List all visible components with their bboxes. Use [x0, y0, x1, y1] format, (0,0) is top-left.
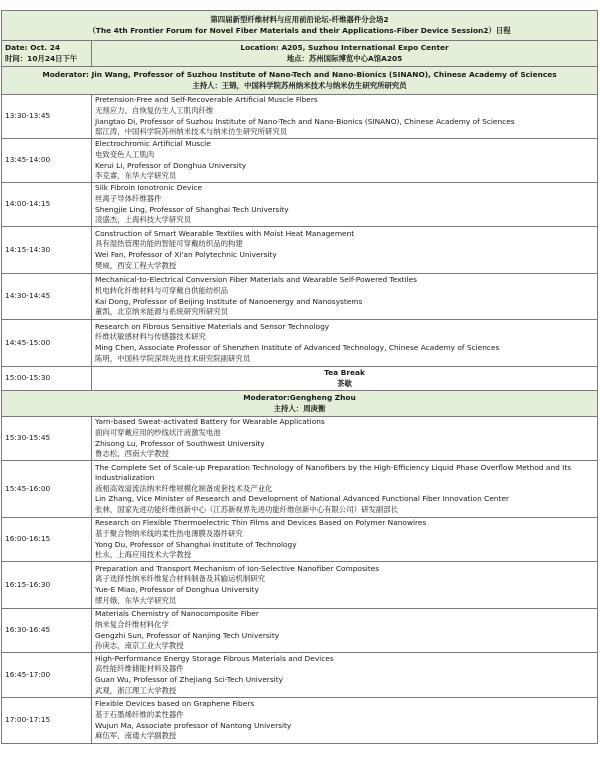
tea-break-en: Tea Break — [324, 367, 365, 377]
tea-break-cn: 茶歇 — [337, 378, 352, 388]
moderator-cn: 主持人：周庚衡 — [273, 403, 326, 413]
talk-row — [2, 461, 598, 518]
speaker-cn: 缪月娥，东华大学研究员 — [95, 595, 177, 605]
talk-title-cn: 具有湿热管理功能的智能可穿戴纺织品的构建 — [95, 239, 243, 249]
talk-title-cn: 高性能纤维储能材料及器件 — [95, 664, 184, 674]
moderator-cn: 主持人：王锦，中国科学院苏州纳米技术与纳米仿生研究所研究员 — [192, 80, 407, 90]
talk-row — [2, 183, 598, 227]
talk-title-en: Yarn-based Sweat-activated Battery for Wearable Applications — [95, 417, 325, 427]
talk-row — [2, 562, 598, 609]
speaker-cn: 凌盛杰，上海科技大学研究员 — [95, 215, 192, 225]
talk-row — [2, 417, 598, 461]
speaker-cn: 武观，浙江理工大学教授 — [95, 685, 177, 695]
speaker-cn: 陈明，中国科学院深圳先进技术研究院副研究员 — [95, 353, 251, 363]
moderator-en: Moderator: Jin Wang, Professor of Suzhou Institute of Nano-Tech and Nano-Bionics (SINANO), Chinese Academy of Sciences — [42, 69, 557, 79]
talk-time: 13:30-13:45 — [2, 95, 92, 139]
talk-time: 14:00-14:15 — [2, 183, 92, 227]
talk-time: 16:45-17:00 — [2, 653, 92, 698]
talk-row — [2, 95, 598, 139]
speaker-en: Kai Dong, Professor of Beijing Institute of Nanoenergy and Nanosystems — [95, 296, 363, 306]
talk-details — [92, 95, 598, 139]
meta-row — [2, 41, 598, 67]
talk-title-cn: 基于聚合物纳米线的柔性热电薄膜及器件研究 — [95, 528, 243, 538]
speaker-en: Jiangtao Di, Professor of Suzhou Institute of Nano-Tech and Nano-Bionics (SINANO), Chinese Academy of Sciences — [95, 116, 515, 126]
speaker-cn: 张林，国家先进功能纤维创新中心（江苏新视界先进功能纤维创新中心有限公司）研发副部长 — [95, 504, 399, 514]
speaker-en: Lin Zhang, Vice Minister of Research and Development of National Advanced Functional Fiber Innovation Center — [95, 494, 509, 504]
talk-time: 15:45-16:00 — [2, 461, 92, 518]
title-cn: 第四届新型纤维材料与应用前沿论坛-纤维器件分会场2 — [210, 14, 389, 24]
moderator-cell — [2, 67, 598, 95]
talk-title-en: Electrochromic Artificial Muscle — [95, 139, 211, 149]
title-row — [2, 11, 598, 41]
speaker-cn: 杜永，上海应用技术大学教授 — [95, 550, 192, 560]
talk-details — [92, 609, 598, 653]
talk-row — [2, 274, 598, 320]
speaker-en: Guan Wu, Professor of Zhejiang Sci-Tech University — [95, 675, 283, 684]
speaker-cn: 樊威，西安工程大学教授 — [95, 260, 177, 270]
talk-title-en: Research on Flexible Thermoelectric Thin Films and Devices Based on Polymer Nanowires — [95, 518, 427, 528]
talk-row — [2, 609, 598, 653]
talk-title-cn: 面向可穿戴应用的纱线状汗液激发电池 — [95, 427, 221, 437]
location-cn: 地点：苏州国际博览中心A馆A205 — [286, 53, 403, 63]
talk-title-cn: 电致变色人工肌肉 — [95, 149, 155, 159]
talk-title-en: Mechanical-to-Electrical Conversion Fiber Materials and Wearable Self-Powered Textiles — [95, 275, 417, 285]
talk-title-en: Materials Chemistry of Nanocomposite Fiber — [95, 609, 259, 619]
talk-title-en: The Complete Set of Scale-up Preparation Technology of Nanofibers by the High-Efficiency Liquid Phase Overflow Method and Its Industrialization — [95, 462, 572, 483]
talk-time: 16:15-16:30 — [2, 562, 92, 609]
speaker-cn: 李克睿，东华大学研究员 — [95, 171, 177, 181]
talk-title-cn: 纳米复合纤维材料化学 — [95, 619, 169, 629]
talk-title-cn: 离子选择性纳米纤维复合材料制备及其输运机制研究 — [95, 574, 265, 584]
tea-break-row — [2, 367, 598, 391]
speaker-cn: 邸江涛，中国科学院苏州纳米技术与纳米仿生研究所研究员 — [95, 127, 288, 137]
talk-title-en: Preparation and Transport Mechanism of Ion-Selective Nanofiber Composites — [95, 563, 380, 573]
talk-title-cn: 无预应力、自恢复仿生人工肌肉纤维 — [95, 105, 214, 115]
talk-title-en: High-Performance Energy Storage Fibrous Materials and Devices — [95, 653, 334, 663]
tea-break-time: 15:00-15:30 — [2, 367, 92, 391]
talk-time: 17:00-17:15 — [2, 698, 92, 744]
talk-details — [92, 139, 598, 183]
talk-title-en: Pretension-Free and Self-Recoverable Artificial Muscle Fibers — [95, 95, 318, 105]
talk-details — [92, 562, 598, 609]
talk-title-cn: 丝离子导体纤维器件 — [95, 193, 162, 203]
speaker-cn: 孙庚志，南京工业大学教授 — [95, 641, 184, 651]
title-en: （The 4th Frontier Forum for Novel Fiber Materials and their Applications-Fiber Device Session2）日程 — [88, 25, 511, 35]
speaker-en: Zhisong Lu, Professor of Southwest University — [95, 438, 265, 448]
talk-title-cn: 纤维状敏感材料与传感器技术研究 — [95, 332, 206, 342]
moderator-row — [2, 67, 598, 95]
talk-time: 16:00-16:15 — [2, 518, 92, 562]
talk-row — [2, 653, 598, 698]
talk-details — [92, 274, 598, 320]
talk-title-cn: 液相高效溢流法纳米纤维规模化制备成套技术及产业化 — [95, 483, 273, 493]
talk-time: 13:45-14:00 — [2, 139, 92, 183]
talk-details — [92, 183, 598, 227]
talk-details — [92, 417, 598, 461]
moderator-en: Moderator:Gengheng Zhou — [243, 392, 356, 402]
agenda-table — [1, 10, 598, 744]
date-en: Date: Oct. 24 — [5, 42, 61, 52]
talk-title-en: Flexible Devices based on Graphene Fibers — [95, 699, 255, 709]
date-cell — [2, 41, 92, 67]
talk-title-cn: 机电转化纤维材料与可穿戴自供能纺织品 — [95, 285, 229, 295]
talk-details — [92, 461, 598, 518]
talk-details — [92, 698, 598, 744]
talk-row — [2, 139, 598, 183]
speaker-en: Ming Chen, Associate Professor of Shenzhen Institute of Advanced Technology, Chinese Academy of Sciences — [95, 343, 500, 352]
moderator-cell — [2, 391, 598, 417]
speaker-en: Kerui Li, Professor of Donghua University — [95, 160, 247, 170]
agenda-title — [2, 11, 598, 41]
talk-row — [2, 698, 598, 744]
talk-time: 14:30-14:45 — [2, 274, 92, 320]
talk-details — [92, 653, 598, 698]
date-cn: 时间：10月24日下午 — [5, 53, 78, 63]
talk-row — [2, 227, 598, 274]
location-en: Location: A205, Suzhou International Expo Center — [240, 42, 449, 52]
tea-break-cell — [92, 367, 598, 391]
talk-details — [92, 227, 598, 274]
speaker-cn: 麻伍军，南通大学副教授 — [95, 731, 177, 741]
talk-row — [2, 320, 598, 367]
moderator-row — [2, 391, 598, 417]
talk-time: 14:15-14:30 — [2, 227, 92, 274]
speaker-en: Wujun Ma, Associate professor of Nantong University — [95, 720, 292, 730]
talk-row — [2, 518, 598, 562]
talk-title-en: Research on Fibrous Sensitive Materials and Sensor Technology — [95, 321, 330, 331]
talk-title-en: Silk Fibroin Ionotronic Device — [95, 183, 202, 193]
speaker-en: Wei Fan, Professor of Xi'an Polytechnic University — [95, 250, 277, 259]
speaker-en: Shengjie Ling, Professor of Shanghai Tech University — [95, 204, 289, 214]
talk-title-en: Construction of Smart Wearable Textiles with Moist Heat Management — [95, 228, 355, 238]
speaker-cn: 鲁志松，西南大学教授 — [95, 449, 169, 459]
talk-title-cn: 基于石墨烯纤维的柔性器件 — [95, 709, 184, 719]
talk-details — [92, 320, 598, 367]
talk-details — [92, 518, 598, 562]
talk-time: 14:45-15:00 — [2, 320, 92, 367]
speaker-en: Gengzhi Sun, Professor of Nanjing Tech University — [95, 630, 280, 640]
speaker-cn: 董凯，北京纳米能源与系统研究所研究员 — [95, 307, 229, 317]
talk-time: 15:30-15:45 — [2, 417, 92, 461]
talk-time: 16:30-16:45 — [2, 609, 92, 653]
location-cell — [92, 41, 598, 67]
speaker-en: Yong Du, Professor of Shanghai Institute of Technology — [95, 539, 297, 549]
speaker-en: Yue-E Miao, Professor of Donghua University — [95, 585, 259, 594]
